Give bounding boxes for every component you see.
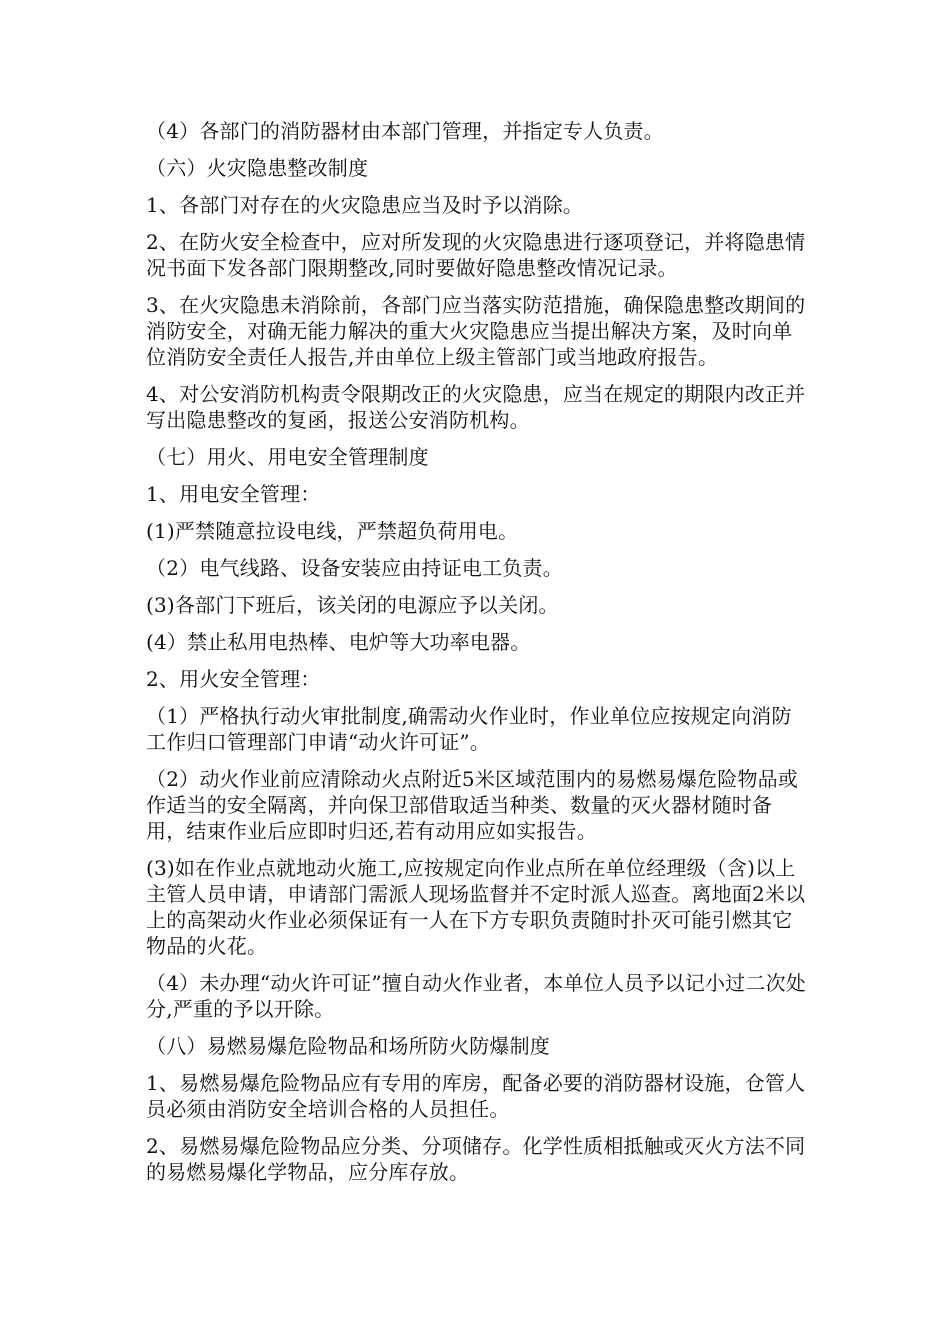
paragraph: 2、在防火安全检查中，应对所发现的火灾隐患进行逐项登记，并将隐患情况书面下发各部门限期整改,同时要做好隐患整改情况记录。 [146, 230, 806, 280]
paragraph: （4）各部门的消防器材由本部门管理，并指定专人负责。 [146, 119, 664, 143]
paragraph: （2）电气线路、设备安装应由持证电工负责。 [146, 556, 563, 580]
section-heading: （七）用火、用电安全管理制度 [146, 445, 429, 469]
paragraph: (3)各部门下班后，该关闭的电源应予以关闭。 [146, 593, 559, 617]
paragraph: 4、对公安消防机构责令限期改正的火灾隐患，应当在规定的期限内改正并写出隐患整改的复函，报送公安消防机构。 [146, 382, 806, 432]
paragraph: (1)严禁随意拉设电线，严禁超负荷用电。 [146, 519, 519, 543]
paragraph: 2、用火安全管理： [146, 667, 321, 691]
paragraph: (3)如在作业点就地动火施工,应按规定向作业点所在单位经理级（含)以上主管人员申请，申请部门需派人现场监督并不定时派人巡查。离地面2米以上的高架动火作业必须保证有一人在下方专职负责随时扑灭可能引燃其它物品的火花。 [146, 856, 806, 958]
document-body [146, 118, 810, 1196]
paragraph: 1、用电安全管理： [146, 482, 321, 506]
paragraph: 1、各部门对存在的火灾隐患应当及时予以消除。 [146, 193, 584, 217]
section-heading: （八）易燃易爆危险物品和场所防火防爆制度 [146, 1034, 550, 1058]
paragraph: （2）动火作业前应清除动火点附近5米区域范围内的易燃易爆危险物品或作适当的安全隔离，并向保卫部借取适当种类、数量的灭火器材随时备用，结束作业后应即时归还,若有动用应如实报告。 [146, 767, 799, 843]
paragraph: 2、易燃易爆危险物品应分类、分项储存。化学性质相抵触或灭火方法不同的易燃易爆化学物品，应分库存放。 [146, 1134, 806, 1184]
paragraph: （1）严格执行动火审批制度,确需动火作业时，作业单位应按规定向消防工作归口管理部门申请“动火许可证”。 [146, 704, 792, 754]
paragraph: 3、在火灾隐患未消除前，各部门应当落实防范措施，确保隐患整改期间的消防安全，对确无能力解决的重大火灾隐患应当提出解决方案，及时向单位消防安全责任人报告,并由单位上级主管部门或当地政府报告。 [146, 293, 806, 369]
paragraph: 1、易燃易爆危险物品应有专用的库房，配备必要的消防器材设施，仓管人员必须由消防安全培训合格的人员担任。 [146, 1071, 806, 1121]
paragraph: (4）禁止私用电热棒、电炉等大功率电器。 [146, 630, 531, 654]
paragraph: （4）未办理“动火许可证”擅自动火作业者，本单位人员予以记小过二次处分,严重的予以开除。 [146, 971, 806, 1021]
section-heading: （六）火灾隐患整改制度 [146, 156, 369, 180]
